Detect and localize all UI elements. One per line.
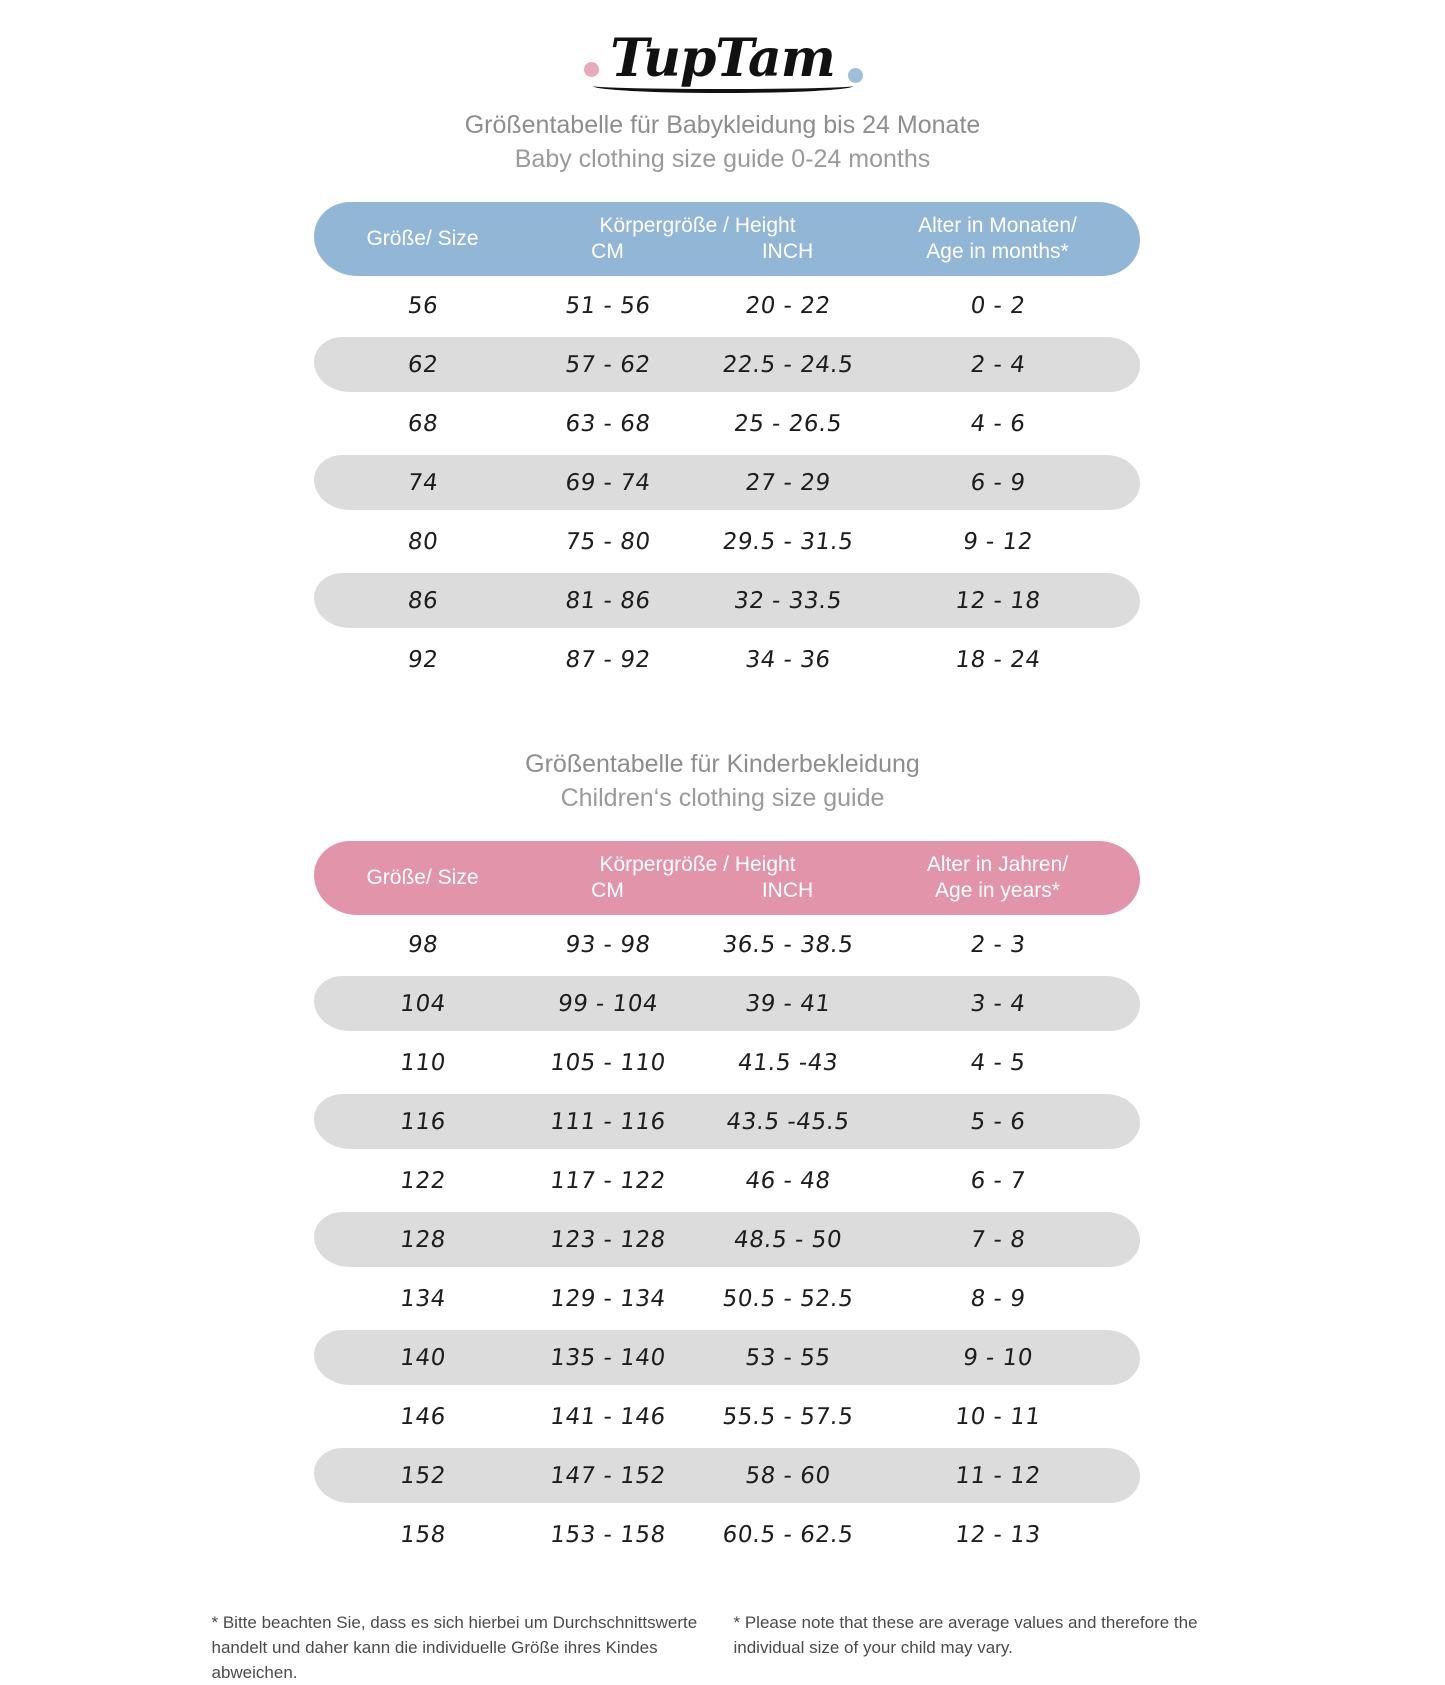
cell-size: 74 [405, 469, 440, 496]
table-row [328, 1033, 1118, 1092]
cell-size: 116 [398, 1108, 447, 1135]
cell-cm: 69 - 74 [563, 469, 652, 496]
table-row [328, 1328, 1118, 1387]
table-row [328, 276, 1118, 335]
cell-cm: 141 - 146 [548, 1403, 667, 1430]
baby-size-table [328, 202, 1118, 689]
cell-inch: 25 - 26.5 [731, 410, 844, 437]
cell-inch: 58 - 60 [743, 1462, 832, 1489]
cell-age: 9 - 10 [960, 1344, 1035, 1371]
cell-cm: 51 - 56 [563, 292, 652, 319]
kids-size-table [328, 841, 1118, 1564]
kids-section-caption [0, 747, 1445, 815]
cell-size: 62 [405, 351, 440, 378]
cell-size: 86 [405, 587, 440, 614]
cell-age: 4 - 5 [968, 1049, 1027, 1076]
cell-cm: 57 - 62 [563, 351, 652, 378]
kids-header-size: Größe/ Size [366, 866, 479, 889]
brand-name-label: TupTam [610, 28, 835, 89]
table-row [328, 915, 1118, 974]
kids-caption-en: Children‘s clothing size guide [560, 784, 885, 812]
cell-age: 11 - 12 [953, 1462, 1042, 1489]
cell-size: 110 [398, 1049, 447, 1076]
cell-inch: 43.5 -45.5 [724, 1108, 851, 1135]
footnotes [0, 1610, 1445, 1685]
cell-size: 128 [398, 1226, 447, 1253]
cell-age: 0 - 2 [968, 292, 1027, 319]
cell-age: 18 - 24 [953, 646, 1042, 673]
cell-inch: 39 - 41 [743, 990, 832, 1017]
cell-inch: 29.5 - 31.5 [720, 528, 855, 555]
footnote-en: * Please note that these are average values and therefore the individual size of your child may vary. [733, 1613, 1198, 1657]
cell-age: 2 - 4 [968, 351, 1027, 378]
cell-cm: 99 - 104 [555, 990, 660, 1017]
baby-header-age: Alter in Monaten/ Age in months* [918, 214, 1077, 263]
cell-inch: 41.5 -43 [735, 1049, 840, 1076]
baby-header-cm: CM [591, 240, 624, 263]
cell-size: 158 [398, 1521, 447, 1548]
table-row [328, 1446, 1118, 1505]
cell-cm: 129 - 134 [548, 1285, 667, 1312]
cell-age: 9 - 12 [960, 528, 1035, 555]
cell-size: 92 [405, 646, 440, 673]
cell-cm: 123 - 128 [548, 1226, 667, 1253]
cell-cm: 135 - 140 [548, 1344, 667, 1371]
cell-inch: 55.5 - 57.5 [720, 1403, 855, 1430]
cell-age: 3 - 4 [968, 990, 1027, 1017]
cell-age: 2 - 3 [968, 931, 1027, 958]
table-row [328, 1092, 1118, 1151]
logo-underline-decoration [593, 79, 853, 93]
brand-logo [0, 0, 1445, 108]
baby-caption-de: Größentabelle für Babykleidung bis 24 Monate [464, 111, 981, 139]
cell-inch: 36.5 - 38.5 [720, 931, 855, 958]
cell-inch: 27 - 29 [743, 469, 832, 496]
baby-header-size: Größe/ Size [366, 227, 479, 250]
cell-size: 68 [405, 410, 440, 437]
cell-cm: 63 - 68 [563, 410, 652, 437]
table-row [328, 1387, 1118, 1446]
cell-inch: 60.5 - 62.5 [720, 1521, 855, 1548]
cell-size: 140 [398, 1344, 447, 1371]
cell-cm: 111 - 116 [548, 1108, 667, 1135]
cell-cm: 153 - 158 [548, 1521, 667, 1548]
baby-size-section [0, 108, 1445, 689]
cell-age: 4 - 6 [968, 410, 1027, 437]
kids-header-age: Alter in Jahren/ Age in years* [926, 853, 1069, 902]
cell-age: 10 - 11 [953, 1403, 1042, 1430]
table-row [328, 1505, 1118, 1564]
baby-header-height-group: Körpergröße / Height CM INCH [518, 213, 878, 265]
cell-size: 80 [405, 528, 440, 555]
cell-inch: 48.5 - 50 [731, 1226, 844, 1253]
brand-name-text [610, 28, 835, 89]
table-row [328, 512, 1118, 571]
table-row [328, 335, 1118, 394]
cell-inch: 46 - 48 [743, 1167, 832, 1194]
cell-inch: 20 - 22 [743, 292, 832, 319]
kids-header-inch: INCH [761, 879, 814, 902]
cell-inch: 34 - 36 [743, 646, 832, 673]
baby-header-inch: INCH [761, 240, 814, 263]
cell-size: 152 [398, 1462, 447, 1489]
cell-age: 8 - 9 [968, 1285, 1027, 1312]
cell-inch: 22.5 - 24.5 [720, 351, 855, 378]
cell-age: 12 - 13 [953, 1521, 1042, 1548]
table-row [328, 1210, 1118, 1269]
cell-age: 7 - 8 [968, 1226, 1027, 1253]
cell-size: 98 [405, 931, 440, 958]
cell-cm: 87 - 92 [563, 646, 652, 673]
cell-size: 122 [398, 1167, 447, 1194]
cell-inch: 32 - 33.5 [731, 587, 844, 614]
cell-age: 6 - 7 [968, 1167, 1027, 1194]
kids-header-cm: CM [591, 879, 624, 902]
cell-inch: 53 - 55 [743, 1344, 832, 1371]
kids-caption-de: Größentabelle für Kinderbekleidung [525, 750, 920, 778]
table-row [328, 453, 1118, 512]
cell-cm: 93 - 98 [563, 931, 652, 958]
cell-cm: 75 - 80 [563, 528, 652, 555]
cell-size: 104 [398, 990, 447, 1017]
cell-size: 134 [398, 1285, 447, 1312]
table-row [328, 571, 1118, 630]
cell-cm: 81 - 86 [563, 587, 652, 614]
logo-dot-left-icon [584, 62, 599, 77]
cell-inch: 50.5 - 52.5 [720, 1285, 855, 1312]
table-row [328, 974, 1118, 1033]
baby-caption-en: Baby clothing size guide 0-24 months [514, 145, 931, 173]
cell-cm: 105 - 110 [548, 1049, 667, 1076]
table-row [328, 630, 1118, 689]
kids-header-height-group: Körpergröße / Height CM INCH [518, 852, 878, 904]
cell-age: 6 - 9 [968, 469, 1027, 496]
cell-age: 5 - 6 [968, 1108, 1027, 1135]
table-row [328, 394, 1118, 453]
kids-size-section [0, 747, 1445, 1564]
cell-size: 146 [398, 1403, 447, 1430]
table-row [328, 1151, 1118, 1210]
kids-table-header-row [328, 841, 1118, 915]
baby-section-caption [0, 108, 1445, 176]
cell-cm: 117 - 122 [548, 1167, 667, 1194]
table-row [328, 1269, 1118, 1328]
cell-size: 56 [405, 292, 440, 319]
footnote-de: * Bitte beachten Sie, dass es sich hierbei um Durchschnittswerte handelt und daher kann die individuelle Größe ihres Kindes abweichen. [211, 1613, 698, 1682]
cell-cm: 147 - 152 [548, 1462, 667, 1489]
cell-age: 12 - 18 [953, 587, 1042, 614]
baby-table-header-row [328, 202, 1118, 276]
